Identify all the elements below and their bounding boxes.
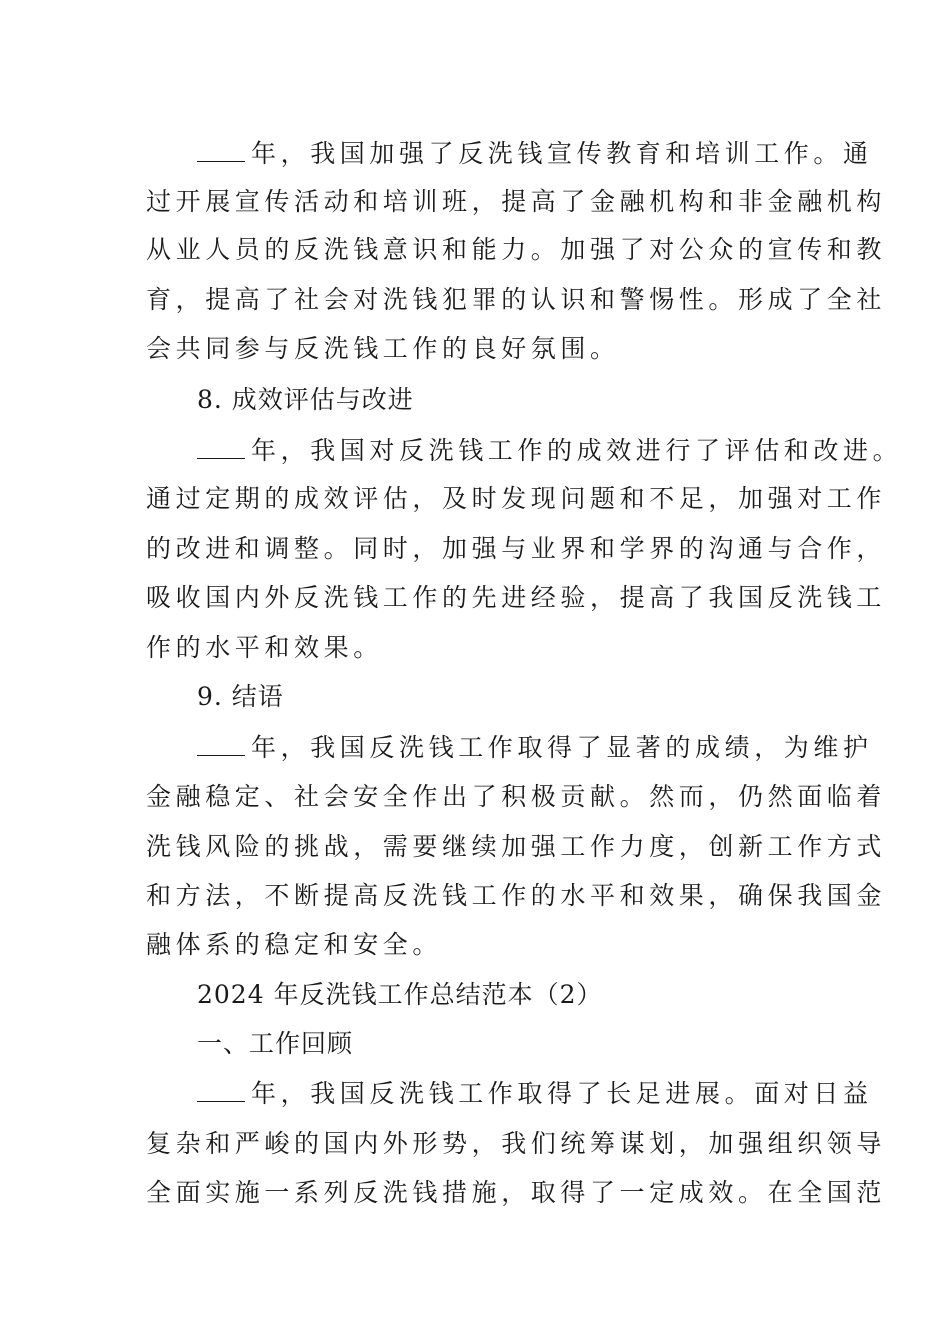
paragraph-2-line-3: 的改进和调整。同时，加强与业界和学界的沟通与合作，	[146, 534, 887, 563]
paragraph-1-line-4: 育，提高了社会对洗钱犯罪的认识和警惕性。形成了全社	[146, 285, 887, 314]
section-heading-9: 9. 结语	[197, 682, 284, 711]
paragraph-3-line-5: 融体系的稳定和安全。	[146, 930, 443, 959]
paragraph-1-line-5: 会共同参与反洗钱工作的良好氛围。	[146, 334, 620, 363]
paragraph-3-line-3: 洗钱风险的挑战，需要继续加强工作力度，创新工作方式	[146, 832, 887, 861]
year-blank	[197, 457, 245, 459]
paragraph-2-line-5: 作的水平和效果。	[146, 633, 383, 662]
paragraph-1-line-1: 年，我国加强了反洗钱宣传教育和培训工作。通	[197, 138, 873, 170]
paragraph-2-line-2: 通过定期的成效评估，及时发现问题和不足，加强对工作	[146, 484, 887, 513]
paragraph-1-line-2: 过开展宣传活动和培训班，提高了金融机构和非金融机构	[146, 187, 887, 216]
paragraph-1-line-3: 从业人员的反洗钱意识和能力。加强了对公众的宣传和教	[146, 235, 887, 264]
section-heading-review: 一、工作回顾	[197, 1029, 354, 1058]
year-blank	[197, 1100, 245, 1102]
paragraph-4-line-3: 全面实施一系列反洗钱措施，取得了一定成效。在全国范	[146, 1178, 887, 1207]
year-blank	[197, 160, 245, 162]
paragraph-3-line-2: 金融稳定、社会安全作出了积极贡献。然而，仍然面临着	[146, 782, 887, 811]
paragraph-4-line-1: 年，我国反洗钱工作取得了长足进展。面对日益	[197, 1078, 873, 1110]
document-section-title: 2024 年反洗钱工作总结范本（2）	[197, 980, 603, 1009]
paragraph-3-line-4: 和方法，不断提高反洗钱工作的水平和效果，确保我国金	[146, 881, 887, 910]
paragraph-2-line-4: 吸收国内外反洗钱工作的先进经验，提高了我国反洗钱工	[146, 583, 887, 612]
paragraph-3-line-1: 年，我国反洗钱工作取得了显著的成绩，为维护	[197, 732, 873, 764]
paragraph-2-line-1: 年，我国对反洗钱工作的成效进行了评估和改进。	[197, 435, 902, 467]
section-heading-8: 8. 成效评估与改进	[197, 385, 414, 414]
year-blank	[197, 754, 245, 756]
paragraph-4-line-2: 复杂和严峻的国内外形势，我们统筹谋划，加强组织领导	[146, 1129, 887, 1158]
